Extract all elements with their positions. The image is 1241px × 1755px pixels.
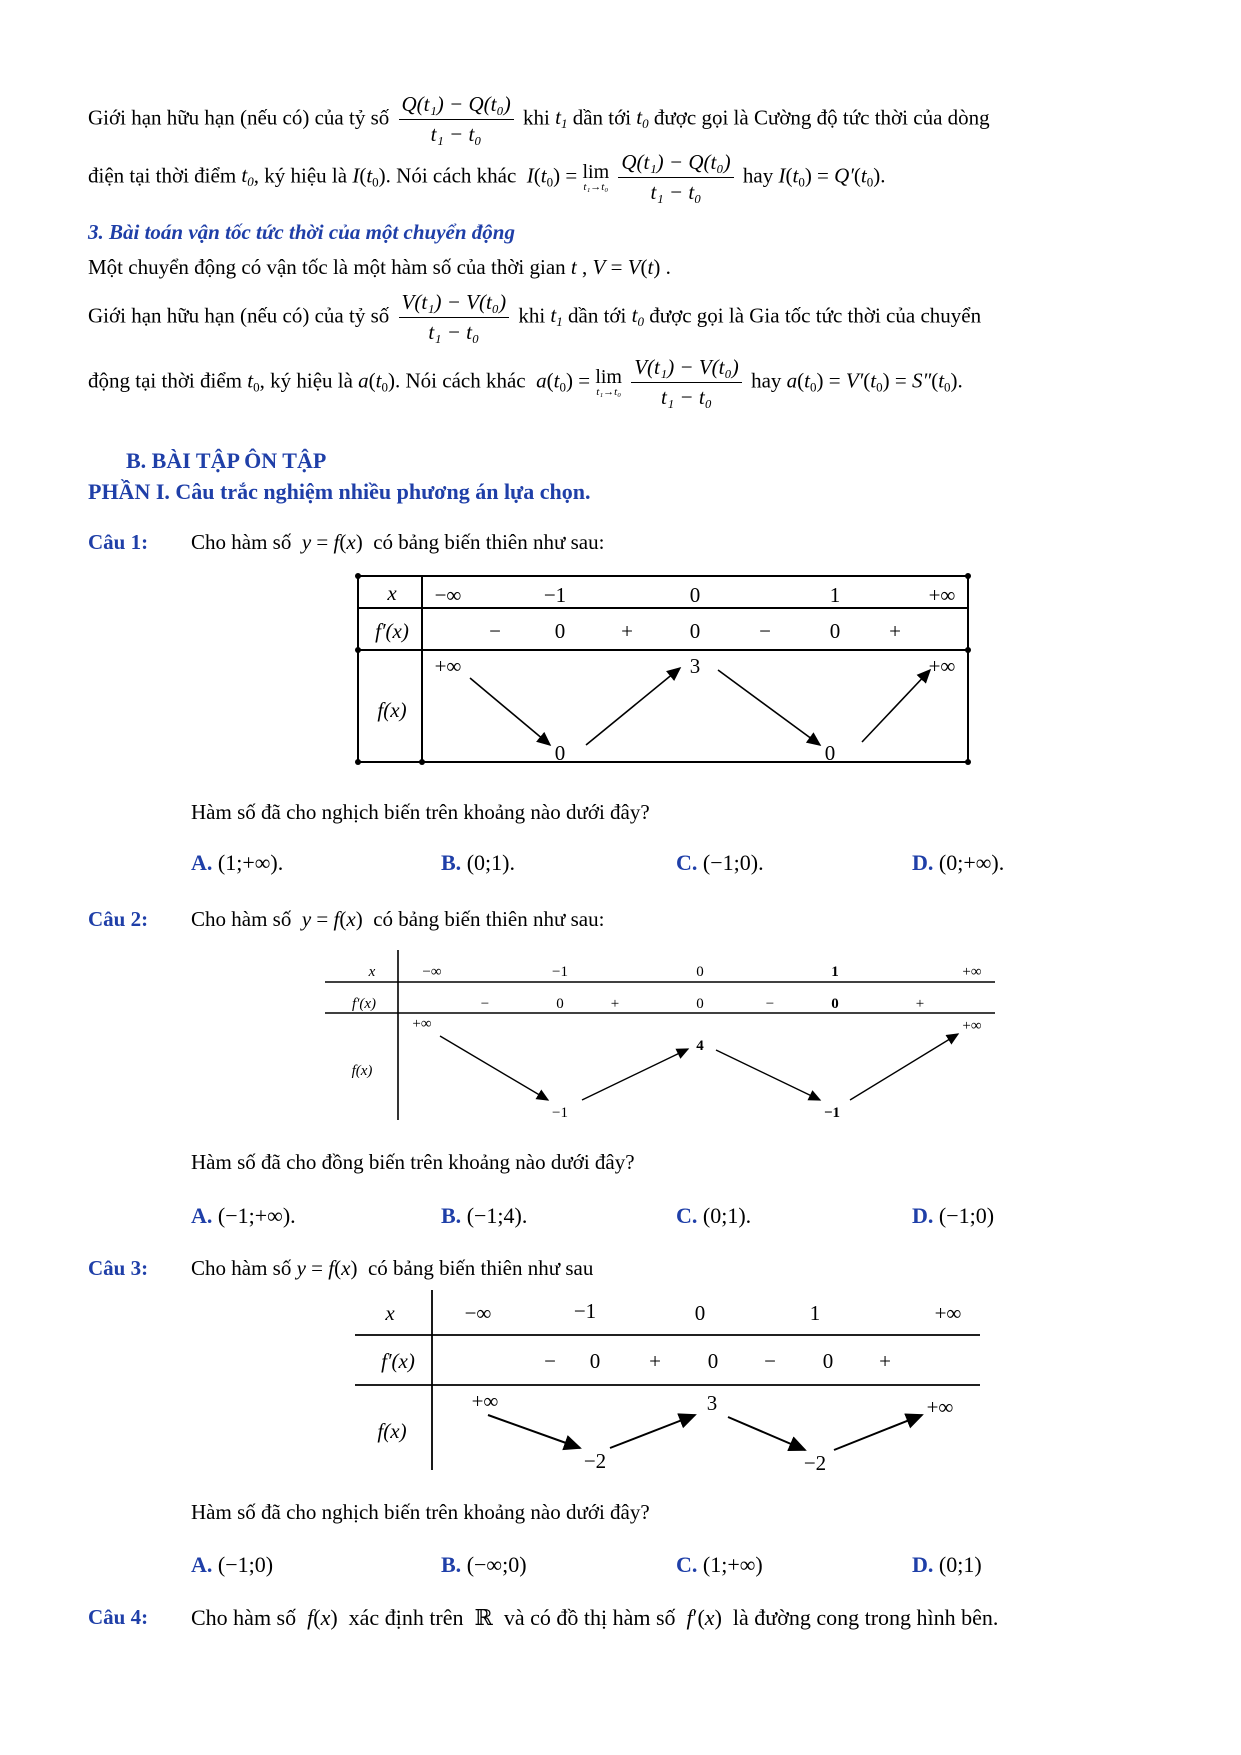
fprime-sign: + (889, 619, 901, 643)
x-label: x (385, 1301, 395, 1325)
q3-question: Hàm số đã cho nghịch biến trên khoảng nào dưới đây? (191, 1500, 650, 1524)
f-value: 3 (706, 1391, 718, 1415)
arrow-down (718, 670, 820, 745)
q4-label: Câu 4: (88, 1605, 149, 1629)
fprime-sign: − (544, 1349, 556, 1373)
section-b-heading: B. BÀI TẬP ÔN TẬP (126, 448, 327, 473)
fprime-zero: 0 (554, 619, 566, 643)
x-value: 1 (809, 1301, 821, 1325)
x-value: +∞ (928, 583, 956, 607)
q3-text: Cho hàm số y = f(x) có bảng biến thiên như sau (191, 1256, 594, 1280)
x-value: −1 (552, 964, 568, 980)
q3-variation-table (350, 1290, 990, 1475)
arrow-up (582, 1049, 688, 1100)
q1-question: Hàm số đã cho nghịch biến trên khoảng nào dưới đây? (191, 800, 650, 824)
q3-choice-b[interactable]: B. (−∞;0) (441, 1552, 527, 1577)
f-value: 4 (696, 1038, 704, 1054)
f-value: 0 (824, 741, 836, 765)
q2-text: Cho hàm số y = f(x) có bảng biến thiên như sau: (191, 907, 605, 931)
fprime-sign: − (480, 996, 490, 1012)
section-3-line-3: động tại thời điểm $t_0$, ký hiệu là $a(t_0)$. Nói cách khác $a(t_0)$ = lim t₁→t₀ $\frac{\text{V(t₁) − V(t₀)}}{\text{t₁ − t₀}}$ hay $a(t_0) = V'(t_0) = S''(t_0)$. (88, 355, 963, 409)
q3-choice-d[interactable]: D. (0;1) (912, 1552, 982, 1577)
part-1-heading: PHẦN I. Câu trắc nghiệm nhiều phương án lựa chọn. (88, 479, 591, 504)
intro-line-2: điện tại thời điểm $t_0$, ký hiệu là $I(t_0)$. Nói cách khác $I(t_0)$ = lim t₁→t₀ $\frac{\text{Q(t₁) − Q(t₀)}}{\text{t₁ − t₀}}$ hay $I(t_0) = Q'(t_0)$. (88, 150, 886, 204)
q1-label: Câu 1: (88, 530, 149, 554)
f-value: +∞ (962, 1018, 982, 1034)
f-value: −1 (823, 1105, 841, 1121)
arrow-up (862, 670, 930, 742)
q2-choice-d[interactable]: D. (−1;0) (912, 1203, 995, 1228)
fraction-v-2: $\frac{\text{V(t₁) − V(t₀)}}{\text{t₁ − t₀}}$ (631, 355, 742, 410)
arrow-down (440, 1036, 548, 1100)
q2-question: Hàm số đã cho đồng biến trên khoảng nào dưới đây? (191, 1150, 635, 1174)
x-value: −1 (573, 1299, 597, 1323)
x-label: x (368, 964, 376, 980)
x-value: +∞ (934, 1301, 962, 1325)
arrow-down (716, 1050, 820, 1100)
q3-label: Câu 3: (88, 1256, 149, 1280)
f-value: −2 (583, 1449, 607, 1473)
fprime-sign: + (610, 996, 620, 1012)
intro-line-1: Giới hạn hữu hạn (nếu có) của tỷ số $\frac{\text{Q(t₁) − Q(t₀)}}{\text{t₁ − t₀}}$ khi $t_1$ dần tới $t_0$ được gọi là Cường độ tức thời của dòng (88, 92, 990, 146)
f-value: 3 (689, 654, 701, 678)
q2-label: Câu 2: (88, 907, 149, 931)
fraction-q (399, 92, 514, 147)
x-label: x (387, 581, 397, 605)
fraction-v: $\frac{\text{V(t₁) − V(t₀)}}{\text{t₁ − t₀}}$ (399, 290, 510, 345)
fraction-q-2: $\frac{\text{Q(t₁) − Q(t₀)}}{\text{t₁ − t₀}}$ (618, 150, 733, 205)
f-value: 0 (554, 741, 566, 765)
f-label: f(x) (351, 1063, 373, 1079)
fprime-zero: 0 (696, 996, 704, 1012)
section-3-line-2: Giới hạn hữu hạn (nếu có) của tỷ số $\frac{\text{V(t₁) − V(t₀)}}{\text{t₁ − t₀}}$ khi $t_1$ dần tới $t_0$ được gọi là Gia tốc tức thời của chuyển (88, 290, 982, 344)
intro-text: Giới hạn hữu hạn (nếu có) của tỷ số (88, 105, 390, 130)
fprime-zero: 0 (831, 996, 839, 1012)
limit-symbol: lim t₁→t₀ (582, 161, 610, 193)
section-3-heading: 3. Bài toán vận tốc tức thời của một chuyển động (88, 220, 515, 244)
q2-choice-b[interactable]: B. (−1;4). (441, 1203, 528, 1228)
arrow-up (610, 1415, 695, 1448)
fprime-sign: − (489, 619, 501, 643)
x-value: 1 (831, 964, 839, 980)
fprime-sign: + (879, 1349, 891, 1373)
fprime-sign: − (759, 619, 771, 643)
arrow-up (586, 668, 680, 745)
f-value: +∞ (412, 1016, 432, 1032)
q1-text: Cho hàm số y = f(x) có bảng biến thiên như sau: (191, 530, 605, 554)
q3-choice-a[interactable]: A. (−1;0) (191, 1552, 274, 1577)
f-label: f(x) (377, 1419, 407, 1443)
f-value: −2 (803, 1451, 827, 1475)
q1-choice-d[interactable]: D. (0;+∞). (912, 850, 1005, 875)
q2-choice-a[interactable]: A. (−1;+∞). (191, 1203, 296, 1228)
fprime-zero: 0 (829, 619, 841, 643)
fprime-label: f′(x) (351, 996, 377, 1012)
fprime-zero: 0 (556, 996, 564, 1012)
q2-variation-table (320, 950, 1010, 1125)
arrow-up (834, 1415, 922, 1450)
fprime-zero: 0 (822, 1349, 834, 1373)
x-value: 0 (696, 964, 704, 980)
x-value: 0 (689, 583, 701, 607)
limit-symbol-2: lim t₁→t₀ (595, 366, 622, 398)
q2-choice-c[interactable]: C. (0;1). (676, 1203, 752, 1228)
x-value: −∞ (434, 583, 462, 607)
fprime-sign: − (764, 1349, 776, 1373)
fprime-zero: 0 (707, 1349, 719, 1373)
fprime-zero: 0 (589, 1349, 601, 1373)
fraction-numerator: Q(t₁) − Q(t₀) (399, 92, 514, 120)
arrow-down (728, 1417, 805, 1450)
fprime-sign: + (621, 619, 633, 643)
fprime-zero: 0 (689, 619, 701, 643)
x-value: 0 (694, 1301, 706, 1325)
f-value: −1 (552, 1105, 568, 1121)
f-value: +∞ (928, 654, 956, 678)
fprime-label: f′(x) (381, 1349, 415, 1373)
f-value: +∞ (926, 1395, 954, 1419)
f-label: f(x) (377, 698, 407, 722)
fprime-sign: − (765, 996, 775, 1012)
x-value: −1 (543, 583, 567, 607)
arrow-down (470, 678, 550, 745)
x-value: 1 (829, 583, 841, 607)
q1-choice-c[interactable]: C. (−1;0). (676, 850, 764, 875)
f-value: +∞ (471, 1389, 499, 1413)
fraction-denominator: t₁ − t₀ (430, 122, 482, 146)
q4-text: Cho hàm số f(x) xác định trên ℝ và có đồ thị hàm số f′(x) là đường cong trong hình bên. (191, 1605, 999, 1630)
q1-choice-a[interactable]: A. (1;+∞). (191, 850, 284, 875)
arrow-up (850, 1034, 958, 1100)
q1-choice-b[interactable]: B. (0;1). (441, 850, 515, 875)
arrow-down (488, 1415, 580, 1448)
x-value: +∞ (962, 964, 982, 980)
fprime-sign: + (649, 1349, 661, 1373)
q3-choice-c[interactable]: C. (1;+∞) (676, 1552, 763, 1577)
fprime-label: f′(x) (375, 619, 409, 643)
q1-variation-table (350, 570, 980, 770)
x-value: −∞ (464, 1301, 492, 1325)
section-3-line-1: Một chuyển động có vận tốc là một hàm số của thời gian t , V = V(t) . (88, 255, 671, 279)
f-value: +∞ (434, 654, 462, 678)
fprime-sign: + (915, 996, 925, 1012)
x-value: −∞ (422, 964, 442, 980)
